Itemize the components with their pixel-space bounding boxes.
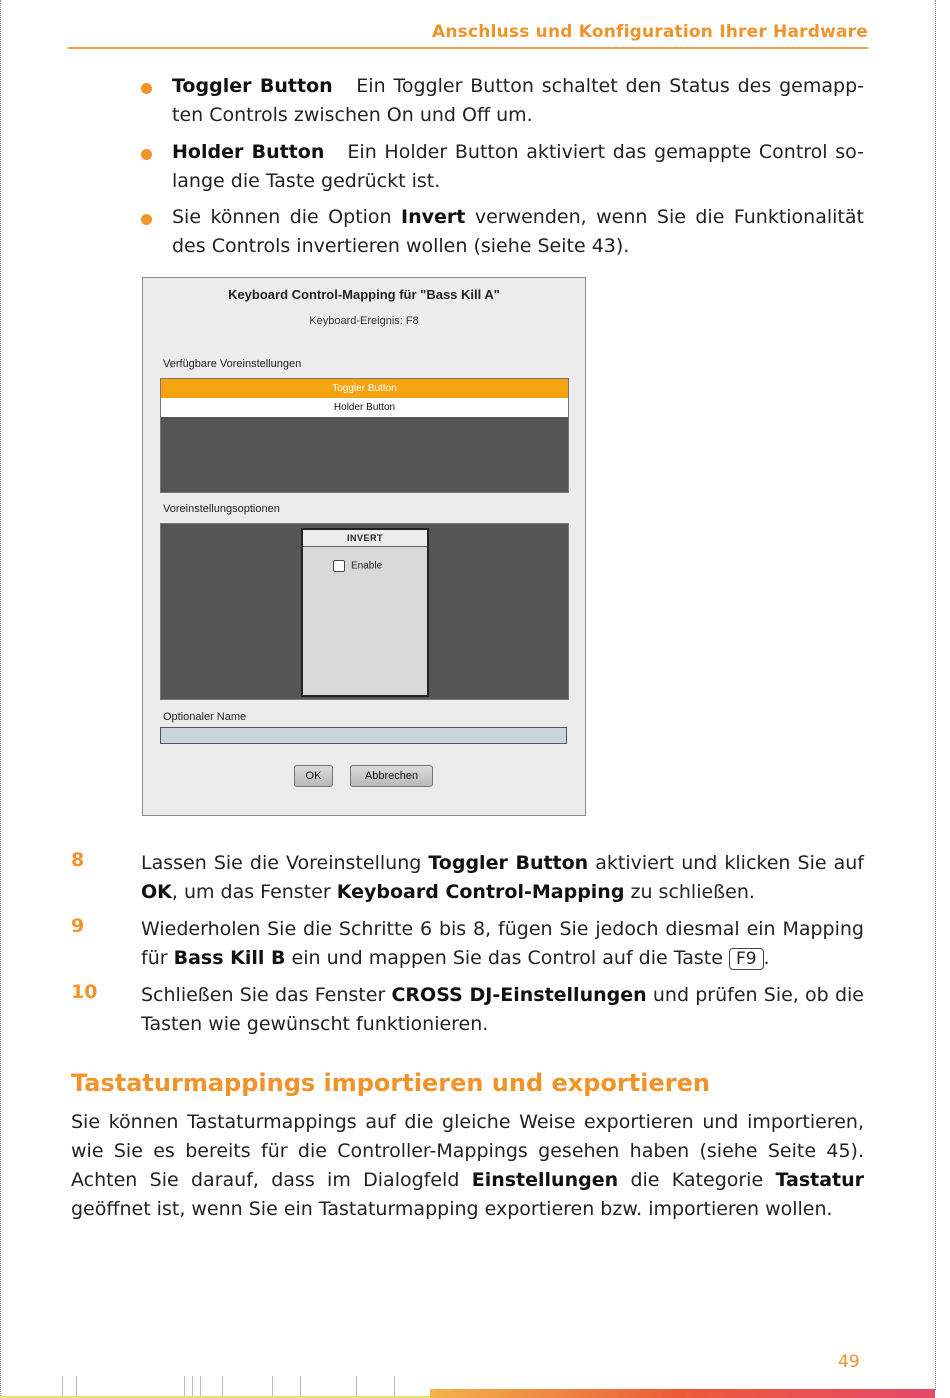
bullet-term: Holder Button	[172, 141, 325, 163]
enable-label: Enable	[351, 560, 383, 572]
step-text: zu schließen.	[630, 881, 755, 903]
dialog-title: Keyboard Control-Mapping für "Bass Kill A"	[228, 287, 500, 302]
footer-decoration	[60, 1376, 430, 1396]
bullet-dot	[141, 214, 152, 225]
step-number: 9	[71, 915, 85, 937]
bullet-toggler	[172, 72, 864, 130]
bullet-text: verwenden, wenn Sie die Funktionalität des Controls invertieren wollen (siehe Seite 43).	[172, 206, 864, 257]
bullet-invert	[172, 203, 864, 261]
step-9	[141, 915, 864, 973]
step-bold: Keyboard Control-Mapping	[336, 881, 625, 903]
para-bold: Tastatur	[775, 1169, 865, 1191]
bullet-text: Ein Holder Button aktiviert das gemappte Control so-lange die Taste gedrückt ist.	[172, 141, 864, 192]
bullet-term: Toggler Button	[172, 75, 333, 97]
key-f9: F9	[729, 948, 764, 970]
page-border-right	[935, 0, 937, 1390]
para-bold: Einstellungen	[471, 1169, 619, 1191]
step-bold: OK	[141, 881, 172, 903]
para-text: Sie können Tastaturmappings auf die gleiche Weise exportieren und importieren, wie Sie es bereits für die Controller-Mappings gesehen haben (siehe Seite 45). Achten Sie darauf, dass im Dialogfeld	[71, 1111, 864, 1191]
ok-button[interactable]: OK	[294, 765, 333, 787]
step-text: , um das Fenster	[171, 881, 331, 903]
step-text: aktiviert und klicken Sie auf	[595, 852, 864, 874]
bullet-pre: Sie können die Option	[172, 206, 392, 228]
step-text: .	[763, 947, 770, 969]
section-title: Tastaturmappings importieren und exportieren	[71, 1069, 710, 1097]
running-header: Anschluss und Konfiguration Ihrer Hardware	[432, 22, 868, 42]
bullet-holder	[172, 138, 864, 196]
step-bold: Bass Kill B	[173, 947, 286, 969]
step-bold: Toggler Button	[428, 852, 589, 874]
options-area	[160, 523, 569, 700]
invert-header: INVERT	[303, 530, 427, 547]
bullet-dot	[141, 83, 152, 94]
step-10	[141, 981, 864, 1039]
para-text: die Kategorie	[630, 1169, 764, 1191]
step-text: Wiederholen Sie die Schritte 6 bis 8, fügen Sie jedoch diesmal ein Mapping für	[141, 918, 864, 969]
preset-list	[160, 378, 569, 493]
step-text: und prüfen Sie, ob die Tasten wie gewünscht funktionieren.	[141, 984, 864, 1035]
step-bold: CROSS DJ-Einstellungen	[391, 984, 647, 1006]
enable-checkbox[interactable]	[333, 560, 345, 572]
preset-item-toggler[interactable]: Toggler Button	[161, 379, 568, 398]
footer-gradient-bar	[430, 1389, 935, 1398]
page-border-left	[0, 0, 2, 1398]
para-text: geöffnet ist, wenn Sie ein Tastaturmapping exportieren bzw. importieren wollen.	[71, 1198, 833, 1220]
step-text: Schließen Sie das Fenster	[141, 984, 386, 1006]
options-label: Voreinstellungsoptionen	[163, 503, 280, 515]
step-number: 8	[71, 849, 85, 871]
header-rule	[68, 47, 868, 49]
step-text: Lassen Sie die Voreinstellung	[141, 852, 422, 874]
bullet-text: Ein Toggler Button schaltet den Status des gemapp-ten Controls zwischen On und Off um.	[172, 75, 864, 126]
preset-item-holder[interactable]: Holder Button	[161, 398, 568, 417]
invert-panel	[301, 528, 429, 697]
optional-name-input[interactable]	[160, 727, 567, 744]
keyboard-mapping-dialog	[142, 277, 586, 816]
enable-row[interactable]	[333, 560, 382, 572]
dialog-subtitle: Keyboard-Ereignis: F8	[309, 315, 419, 327]
name-label: Optionaler Name	[163, 711, 247, 723]
page-number: 49	[838, 1352, 860, 1372]
presets-label: Verfügbare Voreinstellungen	[163, 358, 302, 370]
section-paragraph	[71, 1108, 864, 1224]
step-text: ein und mappen Sie das Control auf die Taste	[291, 947, 723, 969]
step-8	[141, 849, 864, 907]
cancel-button[interactable]: Abbrechen	[350, 765, 433, 787]
step-number: 10	[71, 981, 98, 1003]
bullet-term: Invert	[401, 206, 466, 228]
bullet-dot	[141, 149, 152, 160]
